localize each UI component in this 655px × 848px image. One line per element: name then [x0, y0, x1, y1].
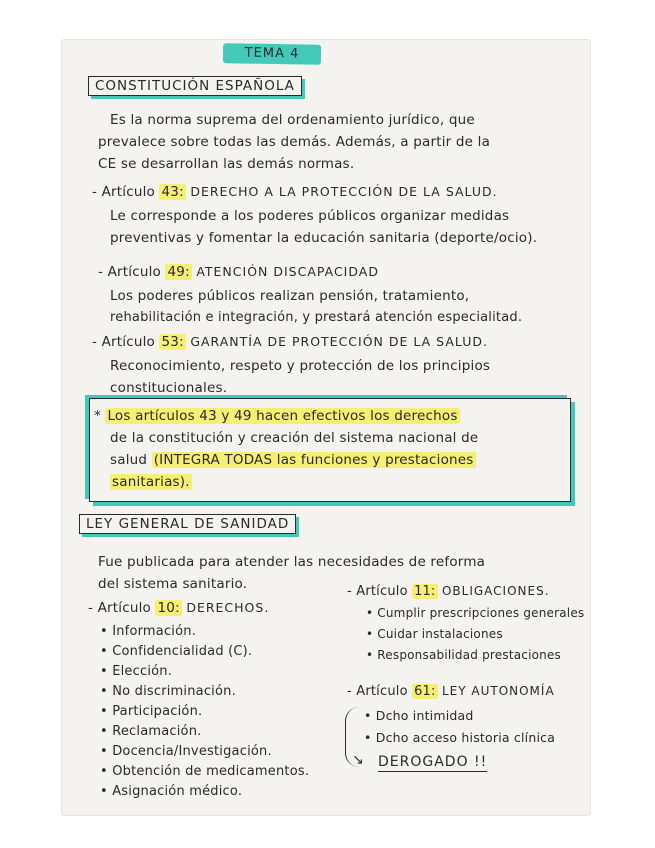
- list-item: • No discriminación.: [100, 684, 236, 699]
- list-item: • Asignación médico.: [100, 784, 243, 799]
- list-item: • Información.: [100, 624, 197, 639]
- article-10-title: DERECHOS.: [186, 600, 270, 615]
- article-49-title: ATENCIÓN DISCAPACIDAD: [196, 264, 379, 279]
- ley-intro-line-2: del sistema sanitario.: [98, 576, 248, 592]
- list-item: • Dcho acceso historia clínica: [364, 730, 556, 745]
- article-61-number: 61:: [414, 684, 436, 699]
- article-10-number: 10:: [157, 600, 180, 616]
- article-49-body-2: rehabilitación e integración, y prestará atención especialitad.: [110, 310, 523, 325]
- ley-intro-line-1: Fue publicada para atender las necesidades de reforma: [98, 554, 486, 570]
- article-43-title: DERECHO A LA PROTECCIÓN DE LA SALUD.: [190, 184, 498, 199]
- section-heading-ley-general: LEY GENERAL DE SANIDAD: [79, 514, 296, 534]
- article-43-heading: - Artículo 43: DERECHO A LA PROTECCIÓN DE LA SALUD.: [92, 184, 498, 200]
- article-43-number: 43:: [161, 184, 184, 200]
- intro-line-1: Es la norma suprema del ordenamiento jurídico, que: [110, 112, 475, 128]
- list-item: • Reclamación.: [100, 724, 202, 739]
- intro-line-2: prevalece sobre todas las demás. Además, a partir de la: [98, 134, 491, 150]
- arrow-icon: ↘: [352, 752, 364, 768]
- list-item: • Docencia/Investigación.: [100, 744, 272, 759]
- list-item: • Elección.: [100, 664, 173, 679]
- article-53-heading: - Artículo 53: GARANTÍA DE PROTECCIÓN DE LA SALUD.: [92, 334, 488, 350]
- star-icon: *: [94, 408, 101, 424]
- list-item: • Dcho intimidad: [364, 708, 474, 723]
- article-53-number: 53:: [161, 334, 184, 350]
- note-line-2: de la constitución y creación del sistema nacional de: [110, 430, 479, 446]
- article-61-heading: - Artículo 61: LEY AUTONOMÍA: [347, 684, 555, 699]
- article-53-body-2: constitucionales.: [110, 380, 228, 396]
- article-61-title: LEY AUTONOMÍA: [441, 684, 555, 698]
- list-item: • Confidencialidad (C).: [100, 644, 253, 659]
- article-10-heading: - Artículo 10: DERECHOS.: [88, 600, 270, 616]
- note-line-3: salud (INTEGRA TODAS las funciones y prestaciones: [110, 452, 474, 468]
- note-line-4: sanitarias).: [112, 474, 190, 490]
- list-item: • Obtención de medicamentos.: [100, 764, 310, 779]
- list-item: • Cuidar instalaciones: [366, 627, 503, 641]
- article-11-number: 11:: [414, 584, 436, 599]
- article-53-body-1: Reconocimiento, respeto y protección de los principios: [110, 358, 491, 374]
- note-line-1: * Los artículos 43 y 49 hacen efectivos los derechos: [94, 408, 458, 424]
- article-49-number: 49:: [167, 264, 190, 280]
- article-53-title: GARANTÍA DE PROTECCIÓN DE LA SALUD.: [190, 334, 488, 349]
- intro-line-3: CE se desarrollan las demás normas.: [98, 156, 355, 172]
- article-43-body-1: Le corresponde a los poderes públicos organizar medidas: [110, 208, 510, 224]
- list-item: • Cumplir prescripciones generales: [366, 606, 585, 620]
- article-43-body-2: preventivas y fomentar la educación sanitaria (deporte/ocio).: [110, 230, 538, 246]
- article-49-heading: - Artículo 49: ATENCIÓN DISCAPACIDAD: [98, 264, 379, 280]
- page-title: TEMA 4: [244, 45, 300, 62]
- section-heading-constitucion: CONSTITUCIÓN ESPAÑOLA: [88, 76, 302, 96]
- list-item: • Participación.: [100, 704, 203, 719]
- page-title-highlight: [223, 43, 321, 65]
- article-11-heading: - Artículo 11: OBLIGACIONES.: [347, 584, 550, 599]
- derogado-label: DEROGADO !!: [378, 754, 488, 770]
- article-49-body-1: Los poderes públicos realizan pensión, tratamiento,: [110, 288, 470, 304]
- article-11-title: OBLIGACIONES.: [441, 584, 550, 598]
- list-item: • Responsabilidad prestaciones: [366, 648, 562, 662]
